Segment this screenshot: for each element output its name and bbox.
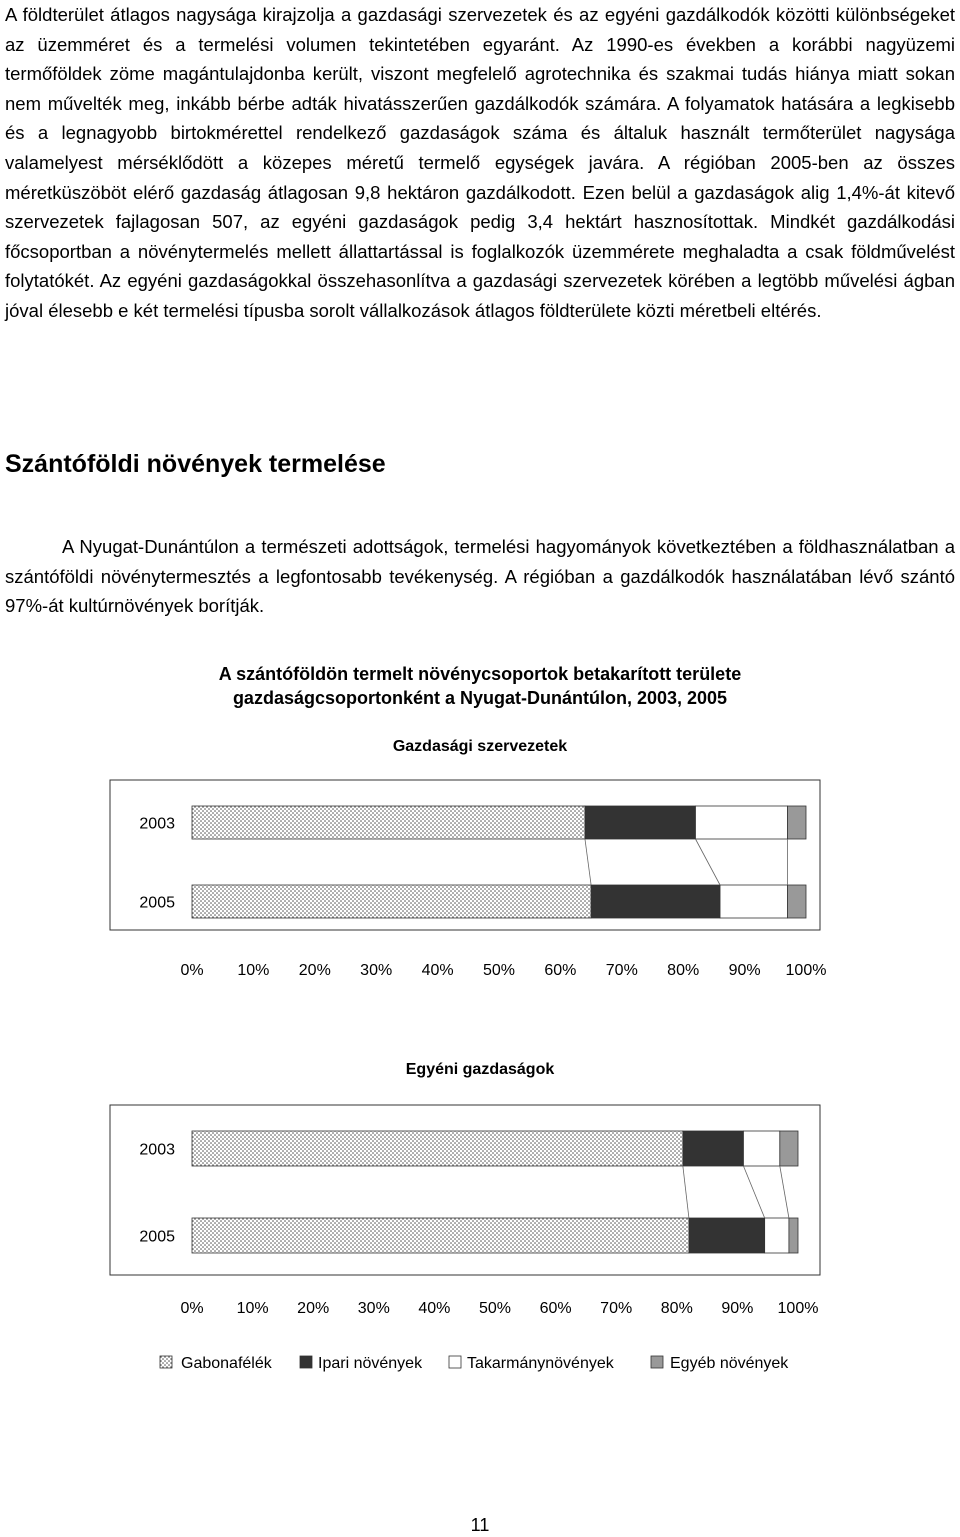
x-tick-label: 0% <box>180 962 204 979</box>
x-tick-label: 40% <box>418 1300 451 1317</box>
chart-title-line-2: gazdaságcsoportonként a Nyugat-Dunántúlon, 2003, 2005 <box>232 688 728 708</box>
category-label: 2005 <box>139 894 175 912</box>
chart-egyeni-gazdasagok <box>110 1105 820 1317</box>
intro-paragraph: A földterület átlagos nagysága kirajzolja a gazdasági szervezetek és az egyéni gazdálkodók közötti különbségeket az üzemméret és a termelési volumen tekintetében egyaránt. Az 1990-es években a korábbi nagyüzemi termőföldek zöme magántulajdonba került, viszont megfelelő agrotechnika és szakmai tudás hiánya miatt sokan nem művelték meg, inkább bérbe adták hivatásszerűen gazdálkodók számára. A folyamatok hatására a legkisebb és a legnagyobb birtokmérettel rendelkező gazdaságok száma és általuk használt termőterület nagysága valamelyest mérséklődött a közepes méretű termelő egységek javára. A régióban 2005-ben az összes méretküszöböt elérő gazdaság átlagosan 9,8 hektáron gazdálkodott. Ezen belül a gazdaságok alig 1,4%-át kitevő szervezetek fajlagosan 507, az egyéni gazdaságok pedig 3,4 hektárt hasznosítottak. Mindkét gazdálkodási főcsoportban a növénytermelés mellett állattartással is foglalkozók üzemmérete meghaladta a csak földművelést folytatókét. Az egyéni gazdaságokkal összehasonlítva a gazdasági szervezetek körében a legtöbb művelési ágban jóval élesebb e két termelési típusba sorolt vállalkozások átlagos földterülete közti méretbeli eltérés. <box>5 4 955 321</box>
bar-segment <box>192 806 585 839</box>
category-label: 2003 <box>139 815 175 833</box>
x-tick-label: 30% <box>360 962 393 979</box>
x-tick-label: 100% <box>785 962 827 979</box>
chart-2-title: Egyéni gazdaságok <box>405 1061 555 1078</box>
bar-segment <box>695 806 787 839</box>
legend-swatch <box>449 1356 461 1368</box>
chart-title-line-1: A szántóföldön termelt növénycsoportok betakarított területe <box>218 664 742 684</box>
bar-segment <box>780 1131 798 1166</box>
x-tick-label: 20% <box>298 962 331 979</box>
bar-segment <box>788 885 806 918</box>
x-tick-label: 60% <box>539 1300 572 1317</box>
x-tick-label: 70% <box>600 1300 633 1317</box>
legend-swatch <box>300 1356 312 1368</box>
legend-label: Gabonafélék <box>181 1355 272 1372</box>
series-connector <box>683 1166 689 1218</box>
bar-segment <box>192 1218 689 1253</box>
bar-segment <box>683 1131 744 1166</box>
series-connector <box>695 839 720 885</box>
x-tick-label: 90% <box>721 1300 754 1317</box>
x-tick-label: 70% <box>605 962 638 979</box>
category-label: 2003 <box>139 1141 175 1159</box>
series-connector <box>780 1166 789 1218</box>
legend-label: Egyéb növények <box>670 1355 789 1372</box>
x-tick-label: 80% <box>660 1300 693 1317</box>
bar-segment <box>591 885 720 918</box>
x-tick-label: 0% <box>180 1300 204 1317</box>
legend-swatch <box>651 1356 663 1368</box>
page-number: 11 <box>470 1515 490 1535</box>
x-tick-label: 20% <box>297 1300 330 1317</box>
bar-segment <box>743 1131 779 1166</box>
section-paragraph: A Nyugat-Dunántúlon a természeti adottságok, termelési hagyományok következtében a földhasználatban a szántóföldi növénytermesztés a legfontosabb tevékenység. A régióban a gazdálkodók használatában lévő szántó 97%-át kultúrnövények borítják. <box>5 536 955 617</box>
x-tick-label: 50% <box>482 962 516 979</box>
x-tick-label: 50% <box>478 1300 512 1317</box>
section-heading: Szántóföldi növények termelése <box>5 450 386 478</box>
bar-segment <box>689 1218 765 1253</box>
category-label: 2005 <box>139 1228 175 1246</box>
legend-label: Takarmánynövények <box>467 1355 614 1372</box>
x-tick-label: 10% <box>236 1300 269 1317</box>
chart-1-title: Gazdasági szervezetek <box>392 738 568 755</box>
bar-segment <box>765 1218 789 1253</box>
x-tick-label: 40% <box>421 962 454 979</box>
chart-gazdasagi-szervezetek <box>110 780 826 979</box>
x-tick-label: 80% <box>667 962 700 979</box>
series-connector <box>585 839 591 885</box>
bar-segment <box>789 1218 798 1253</box>
x-tick-label: 100% <box>777 1300 819 1317</box>
legend-swatch <box>160 1356 172 1368</box>
bar-segment <box>192 1131 683 1166</box>
legend-label: Ipari növények <box>318 1355 423 1372</box>
x-tick-label: 60% <box>544 962 577 979</box>
x-tick-label: 90% <box>728 962 761 979</box>
bar-segment <box>585 806 696 839</box>
bar-segment <box>192 885 591 918</box>
bar-segment <box>788 806 806 839</box>
bar-segment <box>720 885 788 918</box>
series-connector <box>743 1166 764 1218</box>
legend <box>160 1355 789 1372</box>
x-tick-label: 10% <box>237 962 270 979</box>
x-tick-label: 30% <box>357 1300 390 1317</box>
